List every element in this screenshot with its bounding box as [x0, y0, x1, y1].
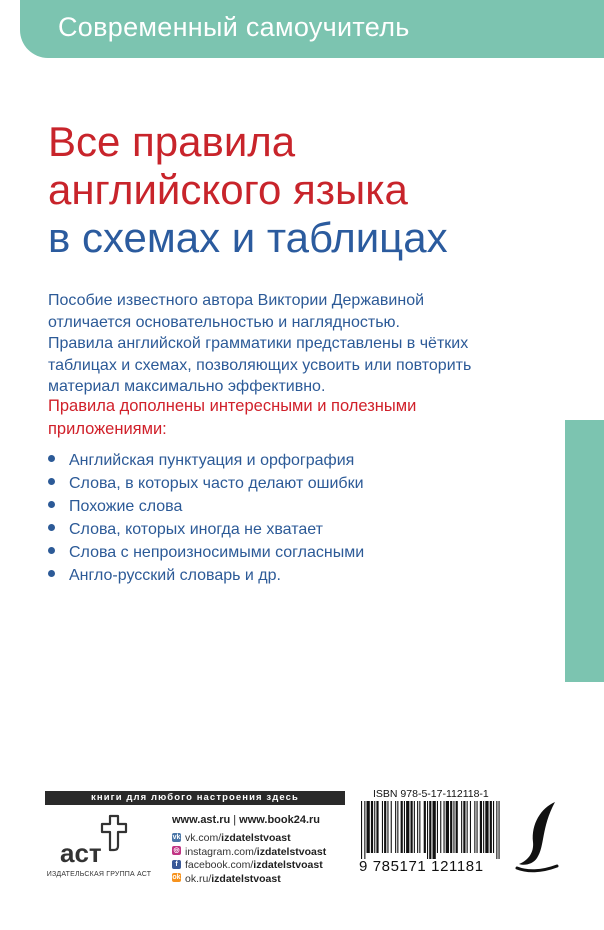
barcode-bar	[477, 801, 478, 853]
instagram-icon: ◎	[173, 847, 180, 855]
social-link-vk[interactable]	[172, 832, 326, 846]
facebook-icon: f	[172, 860, 181, 869]
barcode-digits: 9 785171 121181	[359, 858, 484, 875]
barcode-bar	[450, 801, 452, 853]
list-item	[48, 518, 364, 541]
barcode-bar	[440, 801, 441, 853]
barcode-bar	[485, 801, 488, 853]
social-link-prefix: instagram.com/	[185, 845, 257, 858]
barcode-bar	[424, 801, 426, 853]
barcode-bar	[483, 801, 484, 853]
social-link-handle: izdatelstvoast	[253, 859, 323, 871]
social-link-instagram[interactable]	[172, 846, 326, 860]
barcode-bar	[376, 801, 378, 853]
supplements-heading-line: приложениями:	[48, 420, 167, 438]
barcode-bar	[414, 801, 415, 853]
title-line-1: Все правила	[48, 118, 296, 165]
social-link-ok[interactable]	[172, 873, 326, 887]
bullet-icon	[48, 570, 55, 577]
list-item-text: Английская пунктуация и орфография	[69, 452, 355, 469]
supplements-list	[48, 449, 364, 587]
barcode-bar	[401, 801, 403, 853]
barcode-bar	[406, 801, 409, 853]
barcode-bar	[444, 801, 445, 853]
barcode-bar	[496, 801, 497, 859]
barcode-bar	[461, 801, 462, 853]
barcode-bar	[395, 801, 396, 853]
barcode-bar	[391, 801, 392, 853]
barcode-bar	[404, 801, 405, 853]
social-link-handle: izdatelstvoast	[211, 872, 281, 885]
social-link-handle: izdatelstvoast	[221, 832, 291, 844]
barcode-bar	[433, 801, 436, 859]
title-line-3: в схемах и таблицах	[48, 214, 448, 261]
description-line: Пособие известного автора Виктории Державиной	[48, 292, 425, 309]
barcode	[359, 801, 503, 859]
list-item-text: Слова, в которых часто делают ошибки	[69, 475, 364, 492]
barcode-bar	[427, 801, 428, 859]
series-banner	[20, 0, 604, 58]
supplements-heading	[48, 395, 416, 441]
supplements-heading-line: Правила дополнены интересными и полезными	[48, 397, 417, 415]
barcode-bar	[437, 801, 438, 853]
list-item-text: Слова, которых иногда не хватает	[69, 521, 323, 538]
barcode-bar	[499, 801, 500, 859]
barcode-bar	[456, 801, 458, 853]
list-item-text: Слова с непроизносимыми согласными	[69, 544, 365, 561]
barcode-bar	[382, 801, 383, 853]
bullet-icon	[48, 478, 55, 485]
social-link-prefix: facebook.com/	[185, 859, 254, 871]
list-item	[48, 472, 364, 495]
barcode-bar	[453, 801, 454, 853]
accent-side-bar	[565, 420, 604, 682]
vk-icon: vk	[172, 833, 181, 841]
barcode-bar	[411, 801, 413, 853]
publisher-name: ИЗДАТЕЛЬСКАЯ ГРУППА АСТ	[46, 871, 152, 878]
social-link-prefix: ok.ru/	[185, 872, 212, 885]
series-name: Современный самоучитель	[58, 12, 410, 42]
barcode-bar	[384, 801, 386, 853]
site-link-book24[interactable]: www.book24.ru	[239, 814, 321, 826]
barcode-bar	[467, 801, 468, 853]
barcode-bar	[490, 801, 492, 853]
barcode-bar	[397, 801, 398, 853]
description-line: отличается основательностью и наглядностью.	[48, 313, 400, 331]
social-link-facebook[interactable]	[172, 859, 326, 873]
site-link-ast[interactable]: www.ast.ru	[172, 814, 231, 826]
barcode-bar	[417, 801, 418, 853]
barcode-bar	[493, 801, 494, 853]
bullet-icon	[48, 547, 55, 554]
list-item-text: Похожие слова	[69, 498, 183, 515]
barcode-bar	[446, 801, 449, 853]
barcode-bar	[474, 801, 475, 853]
social-link-prefix: vk.com/	[185, 832, 222, 844]
barcode-bar	[374, 801, 375, 853]
barcode-bar	[480, 801, 482, 853]
ast-logo	[58, 812, 140, 868]
barcode-bar	[470, 801, 471, 853]
odnoklassniki-icon: ok	[172, 874, 181, 882]
list-item	[48, 495, 364, 518]
barcode-bar	[364, 801, 365, 859]
barcode-bar	[463, 801, 465, 853]
title-line-2: английского языка	[48, 166, 408, 213]
list-item	[48, 541, 364, 564]
bullet-icon	[48, 501, 55, 508]
isbn-label: ISBN 978-5-17-112118-1	[373, 788, 489, 800]
quill-logo-icon	[511, 798, 565, 874]
bullet-icon	[48, 455, 55, 462]
barcode-bar	[419, 801, 420, 853]
website-links	[172, 814, 320, 826]
book-description	[48, 290, 568, 398]
barcode-bar	[367, 801, 370, 853]
barcode-bar	[371, 801, 373, 853]
social-links	[172, 832, 326, 886]
ast-logo-text: аст	[60, 838, 102, 868]
book-title	[48, 118, 588, 262]
bullet-icon	[48, 524, 55, 531]
list-item-text: Англо-русский словарь и др.	[69, 567, 281, 584]
list-item	[48, 564, 364, 587]
barcode-bar	[429, 801, 431, 859]
description-line: Правила английской грамматики представлены в чётких	[48, 335, 469, 352]
description-line: материал максимально эффективно.	[48, 378, 326, 395]
barcode-bar	[361, 801, 362, 859]
link-separator: |	[233, 814, 237, 826]
list-item	[48, 449, 364, 472]
description-line: таблицах и схемах, позволяющих усвоить или повторить	[48, 356, 472, 374]
barcode-bar	[387, 801, 388, 853]
social-link-handle: izdatelstvoast	[256, 845, 327, 858]
publisher-tagline: книги для любого настроения здесь	[45, 791, 345, 805]
